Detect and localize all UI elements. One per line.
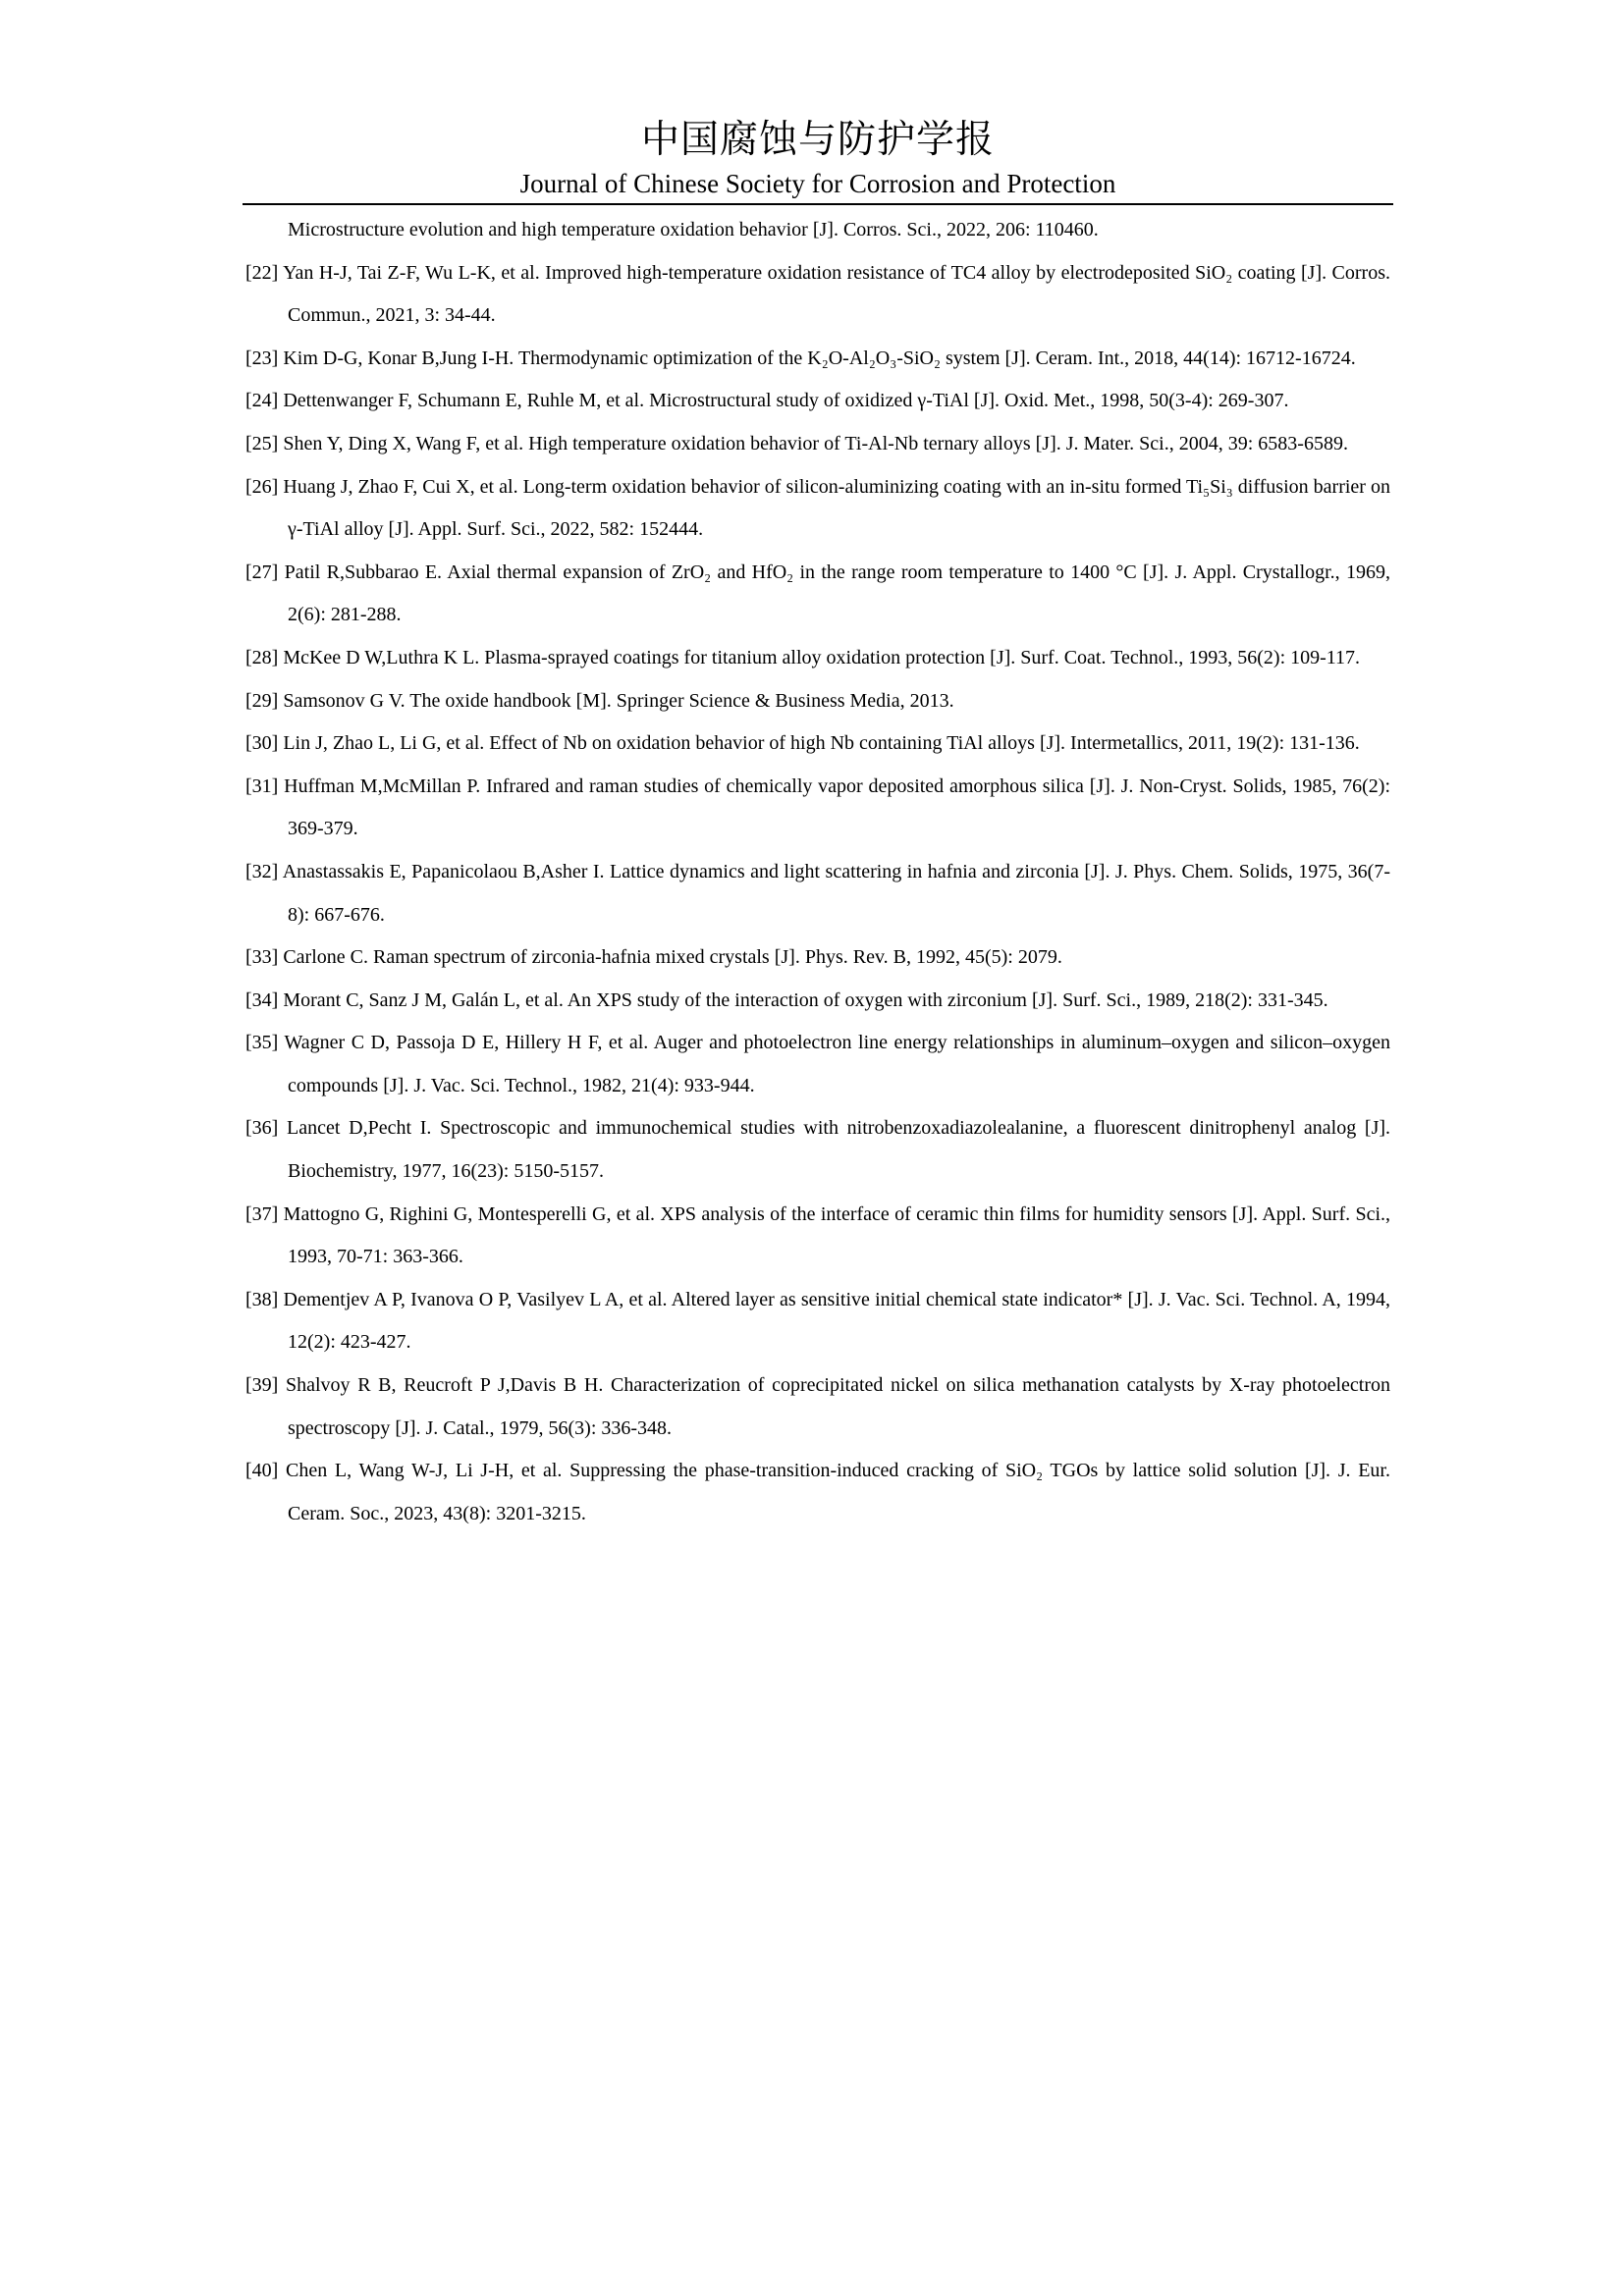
reference-text: Yan H-J, Tai Z-F, Wu L-K, et al. Improved high-temperature oxidation resistance of TC4 alloy by electrodeposited SiO₂ coating [J]. Corros. Commun., 2021, 3: 34-44. — [283, 261, 1391, 327]
reference-number: [39] — [245, 1374, 279, 1397]
reference-number: [36] — [245, 1117, 279, 1140]
reference-number: [29] — [245, 689, 279, 712]
reference-item — [245, 1107, 1390, 1193]
reference-item — [245, 338, 1390, 381]
reference-number: [38] — [245, 1288, 279, 1310]
reference-number: [31] — [245, 774, 279, 797]
reference-number: [26] — [245, 475, 279, 498]
reference-number: [33] — [245, 946, 279, 969]
reference-number: [35] — [245, 1032, 279, 1054]
reference-number: [32] — [245, 860, 279, 882]
journal-header — [243, 116, 1393, 200]
reference-item — [245, 1364, 1390, 1450]
reference-number: [22] — [245, 261, 279, 284]
reference-item — [245, 423, 1390, 466]
reference-text: Huffman M,McMillan P. Infrared and raman studies of chemically vapor deposited amorphous silica [J]. J. Non-Cryst. Solids, 1985, 76(2): 369-379. — [284, 774, 1391, 840]
journal-title-english: Journal of Chinese Society for Corrosion and Protection — [519, 169, 1116, 198]
reference-item — [245, 252, 1390, 338]
reference-item — [245, 1022, 1390, 1107]
reference-item — [245, 936, 1390, 980]
reference-number: [37] — [245, 1202, 279, 1225]
reference-text: Dementjev A P, Ivanova O P, Vasilyev L A, et al. Altered layer as sensitive initial chemical state indicator* [J]. J. Vac. Sci. Technol. A, 1994, 12(2): 423-427. — [283, 1288, 1390, 1354]
reference-item — [245, 466, 1390, 552]
reference-text: Lancet D,Pecht I. Spectroscopic and immunochemical studies with nitrobenzoxadiazolealanine, a fluorescent dinitrophenyl analog [J]. Biochemistry, 1977, 16(23): 5150-5157. — [287, 1117, 1391, 1183]
reference-item — [245, 209, 1390, 252]
reference-number: [40] — [245, 1460, 279, 1482]
reference-item — [245, 722, 1390, 766]
reference-number: [27] — [245, 561, 279, 583]
reference-text: Dettenwanger F, Schumann E, Ruhle M, et al. Microstructural study of oxidized γ-TiAl [J]. Oxid. Met., 1998, 50(3-4): 269-307. — [283, 390, 1289, 412]
reference-text: Morant C, Sanz J M, Galán L, et al. An XPS study of the interaction of oxygen with zirconium [J]. Surf. Sci., 1989, 218(2): 331-345. — [283, 988, 1328, 1011]
reference-item — [245, 680, 1390, 723]
reference-text: Lin J, Zhao L, Li G, et al. Effect of Nb on oxidation behavior of high Nb containing TiAl alloys [J]. Intermetallics, 2011, 19(2): 131-136. — [283, 732, 1360, 755]
reference-number: [25] — [245, 432, 279, 454]
journal-title-chinese: 中国腐蚀与防护学报 — [640, 118, 995, 162]
reference-text: Anastassakis E, Papanicolaou B,Asher I. Lattice dynamics and light scattering in hafnia and zirconia [J]. J. Phys. Chem. Solids, 1975, 36(7-8): 667-676. — [282, 860, 1390, 926]
reference-item — [245, 1279, 1390, 1364]
reference-text: Kim D-G, Konar B,Jung I-H. Thermodynamic optimization of the K₂O-Al₂O₃-SiO₂ system [J]. Ceram. Int., 2018, 44(14): 16712-16724. — [283, 347, 1356, 369]
reference-text: Chen L, Wang W-J, Li J-H, et al. Suppressing the phase-transition-induced cracking of SiO₂ TGOs by lattice solid solution [J]. J. Eur. Ceram. Soc., 2023, 43(8): 3201-3215. — [286, 1460, 1390, 1524]
reference-text: Carlone C. Raman spectrum of zirconia-hafnia mixed crystals [J]. Phys. Rev. B, 1992, 45(5): 2079. — [283, 946, 1062, 969]
reference-text: Mattogno G, Righini G, Montesperelli G, et al. XPS analysis of the interface of ceramic thin films for humidity sensors [J]. Appl. Surf. Sci., 1993, 70-71: 363-366. — [283, 1202, 1390, 1268]
reference-text: Wagner C D, Passoja D E, Hillery H F, et al. Auger and photoelectron line energy relationships in aluminum–oxygen and silicon–oxygen compounds [J]. J. Vac. Sci. Technol., 1982, 21(4): 933-944. — [284, 1032, 1390, 1096]
reference-text: McKee D W,Luthra K L. Plasma-sprayed coatings for titanium alloy oxidation protection [J]. Surf. Coat. Technol., 1993, 56(2): 109-117. — [283, 646, 1361, 668]
reference-text: Shalvoy R B, Reucroft P J,Davis B H. Characterization of coprecipitated nickel on silica methanation catalysts by X-ray photoelectron spectroscopy [J]. J. Catal., 1979, 56(3): 336-348. — [285, 1374, 1391, 1439]
reference-text: Patil R,Subbarao E. Axial thermal expansion of ZrO₂ and HfO₂ in the range room temperature to 1400 °C [J]. J. Appl. Crystallogr., 1969, 2(6): 281-288. — [284, 561, 1391, 626]
reference-item — [245, 766, 1390, 851]
reference-text: Shen Y, Ding X, Wang F, et al. High temperature oxidation behavior of Ti-Al-Nb ternary alloys [J]. J. Mater. Sci., 2004, 39: 6583-6589. — [283, 432, 1348, 454]
reference-text: Huang J, Zhao F, Cui X, et al. Long-term oxidation behavior of silicon-aluminizing coating with an in-situ formed Ti₅Si₃ diffusion barrier on γ-TiAl alloy [J]. Appl. Surf. Sci., 2022, 582: 152444. — [283, 475, 1391, 541]
reference-item — [245, 380, 1390, 423]
reference-number: [30] — [245, 732, 279, 755]
reference-item — [245, 637, 1390, 680]
reference-item — [245, 980, 1390, 1023]
reference-text: Microstructure evolution and high temperature oxidation behavior [J]. Corros. Sci., 2022, 206: 110460. — [288, 219, 1099, 240]
header-divider — [243, 203, 1393, 205]
reference-list — [245, 209, 1390, 1535]
reference-item — [245, 552, 1390, 637]
reference-item — [245, 851, 1390, 936]
reference-number: [24] — [245, 390, 279, 412]
reference-number: [23] — [245, 347, 279, 369]
reference-item — [245, 1450, 1390, 1535]
reference-number: [28] — [245, 646, 279, 668]
reference-text: Samsonov G V. The oxide handbook [M]. Springer Science & Business Media, 2013. — [283, 689, 954, 712]
reference-number: [34] — [245, 988, 279, 1011]
reference-item — [245, 1194, 1390, 1279]
